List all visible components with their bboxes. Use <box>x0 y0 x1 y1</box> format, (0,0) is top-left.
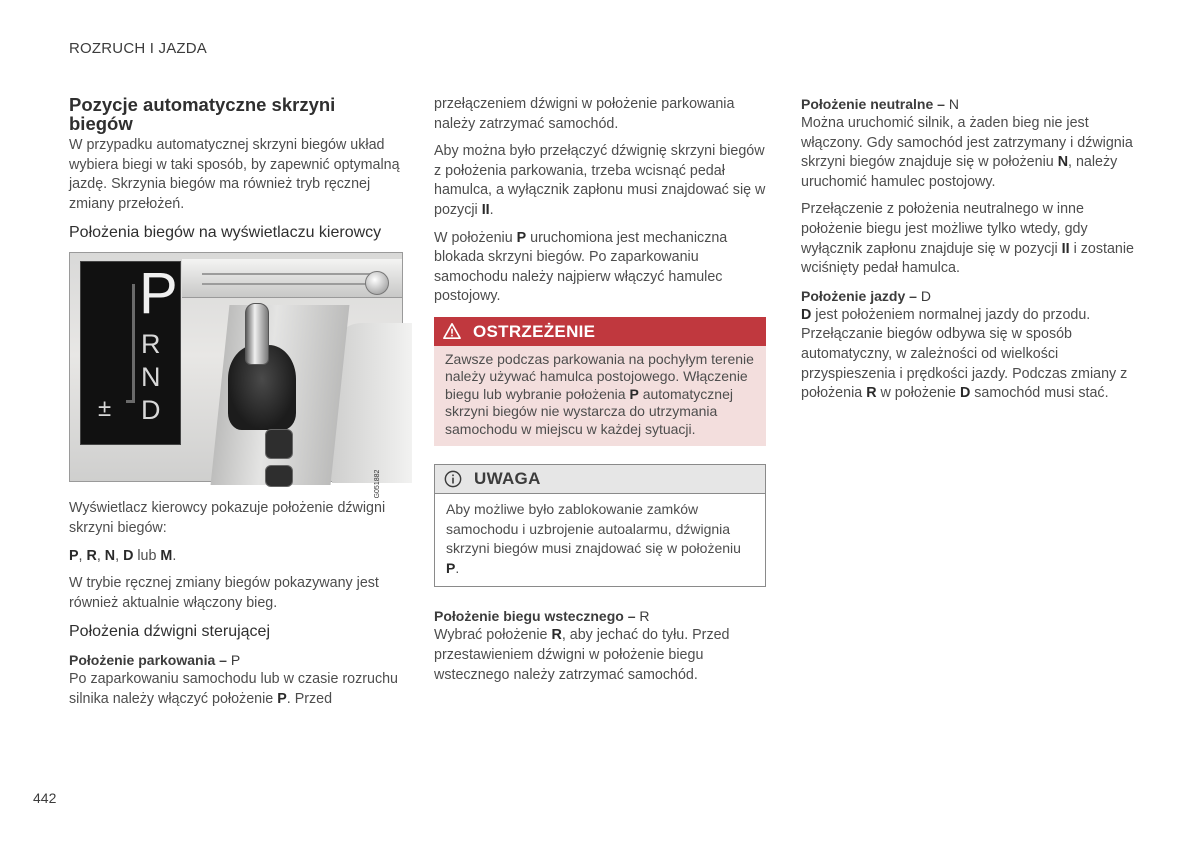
warning-title: OSTRZEŻENIE <box>473 321 596 341</box>
gear-lever <box>245 303 269 365</box>
driver-display-inset <box>80 261 181 445</box>
gear-label-r: R <box>141 329 161 360</box>
positions-list: P, R, N, D lub M. <box>69 547 177 564</box>
note-box <box>434 464 766 587</box>
manual-paragraph: W trybie ręcznej zmiany biegów pokazywany jest również aktualnie włączony bieg. <box>69 575 379 611</box>
gear-selector-figure <box>69 252 403 499</box>
drive-paragraph: D jest położeniem normalnej jazdy do przodu. Przełączanie biegów odbywa się w sposób automatyczny, w zależności od wielkości przyspieszenia i prędkości jazdy. Podczas zmiany z położenia R w położenie D samochód musi stać. <box>801 306 1128 402</box>
page-title: Pozycje automatyczne skrzyni biegów <box>69 94 336 134</box>
warning-box <box>434 317 766 446</box>
section-header: ROZRUCH I JAZDA <box>69 40 207 57</box>
park-paragraph-3: W położeniu P uruchomiona jest mechaniczna blokada skrzyni biegów. Po zaparkowaniu samochodu należy najpierw włączyć hamulec postojowy. <box>434 229 728 305</box>
park-paragraph: Po zaparkowaniu samochodu lub w czasie rozruchu silnika należy włączyć położenie P. Przed <box>69 671 399 707</box>
gear-label-p: P <box>139 261 178 327</box>
park-heading: Położenie parkowania – P <box>69 652 241 669</box>
drive-heading: Położenie jazdy – D <box>801 287 931 304</box>
note-title: UWAGA <box>474 469 541 489</box>
column-middle <box>434 95 768 693</box>
column-left <box>69 95 403 718</box>
neutral-heading: Położenie neutralne – N <box>801 96 959 112</box>
display-paragraph: Wyświetlacz kierowcy pokazuje położenie dźwigni skrzyni biegów: <box>69 500 386 536</box>
neutral-paragraph: Można uruchomić silnik, a żaden bieg nie jest włączony. Gdy samochód jest zatrzymany i dźwignia skrzyni biegów znajduje się w położeniu N, należy uruchomić hamulec postojowy. <box>801 115 1133 190</box>
park-continued: przełączeniem dźwigni w położenie parkowania należy zatrzymać samochód. <box>434 96 735 132</box>
gear-label-manual: ± <box>98 395 112 423</box>
gear-label-n: N <box>141 362 161 393</box>
air-vent <box>202 273 382 285</box>
note-text: Aby możliwe było zablokowanie zamków samochodu i uzbrojenie autoalarmu, dźwignia skrzyni biegów musi znajdować się w położeniu P. <box>446 500 741 576</box>
console-button <box>265 465 293 487</box>
page-number: 442 <box>33 790 57 806</box>
neutral-paragraph-2: Przełączenie z położenia neutralnego w inne położenie biegu jest możliwe tylko wtedy, gdy wyłącznik zapłonu znajduje się w pozycji II i zostanie wciśnięty pedał hamulca. <box>801 201 1134 277</box>
note-header <box>435 465 765 494</box>
intro-paragraph: W przypadku automatycznej skrzyni biegów układ wybiera biegi w taki sposób, by zapewnić optymalną jazdę. Skrzynia biegów ma również tryb ręcznej zmiany przełożeń. <box>69 137 400 212</box>
lever-heading: Położenia dźwigni sterującej <box>69 623 270 641</box>
dashboard-panel <box>182 259 402 298</box>
reverse-paragraph: Wybrać położenie R, aby jechać do tyłu. Przed przestawieniem dźwigni w położenie biegu wstecznego należy zatrzymać samochód. <box>434 627 730 683</box>
console-button <box>265 429 293 459</box>
warning-header <box>434 317 766 346</box>
park-paragraph-2: Aby można było przełączyć dźwignię skrzyni biegów z położenia parkowania, trzeba wcisnąć pedał hamulca, a wyłącznik zapłonu musi znajdować się w pozycji II. <box>434 143 766 218</box>
gear-indicator-line <box>132 284 135 402</box>
figure-code: G051882 <box>374 469 382 499</box>
gear-label-d: D <box>141 395 161 426</box>
column-right <box>801 95 1135 412</box>
volume-knob <box>365 271 389 295</box>
info-circle-icon <box>444 470 462 488</box>
warning-text: Zawsze podczas parkowania na pochyłym terenie należy używać hamulca postojowego. Włączenie biegu lub wybranie położenia P automatycznej skrzyni biegów nie wystarcza do utrzymania samochodu w miejscu w każdej sytuacji. <box>434 346 766 446</box>
warning-triangle-icon <box>443 322 461 340</box>
display-heading: Położenia biegów na wyświetlaczu kierowcy <box>69 224 382 242</box>
gear-indicator-line <box>126 400 135 403</box>
reverse-heading: Położenie biegu wstecznego – R <box>434 608 650 625</box>
